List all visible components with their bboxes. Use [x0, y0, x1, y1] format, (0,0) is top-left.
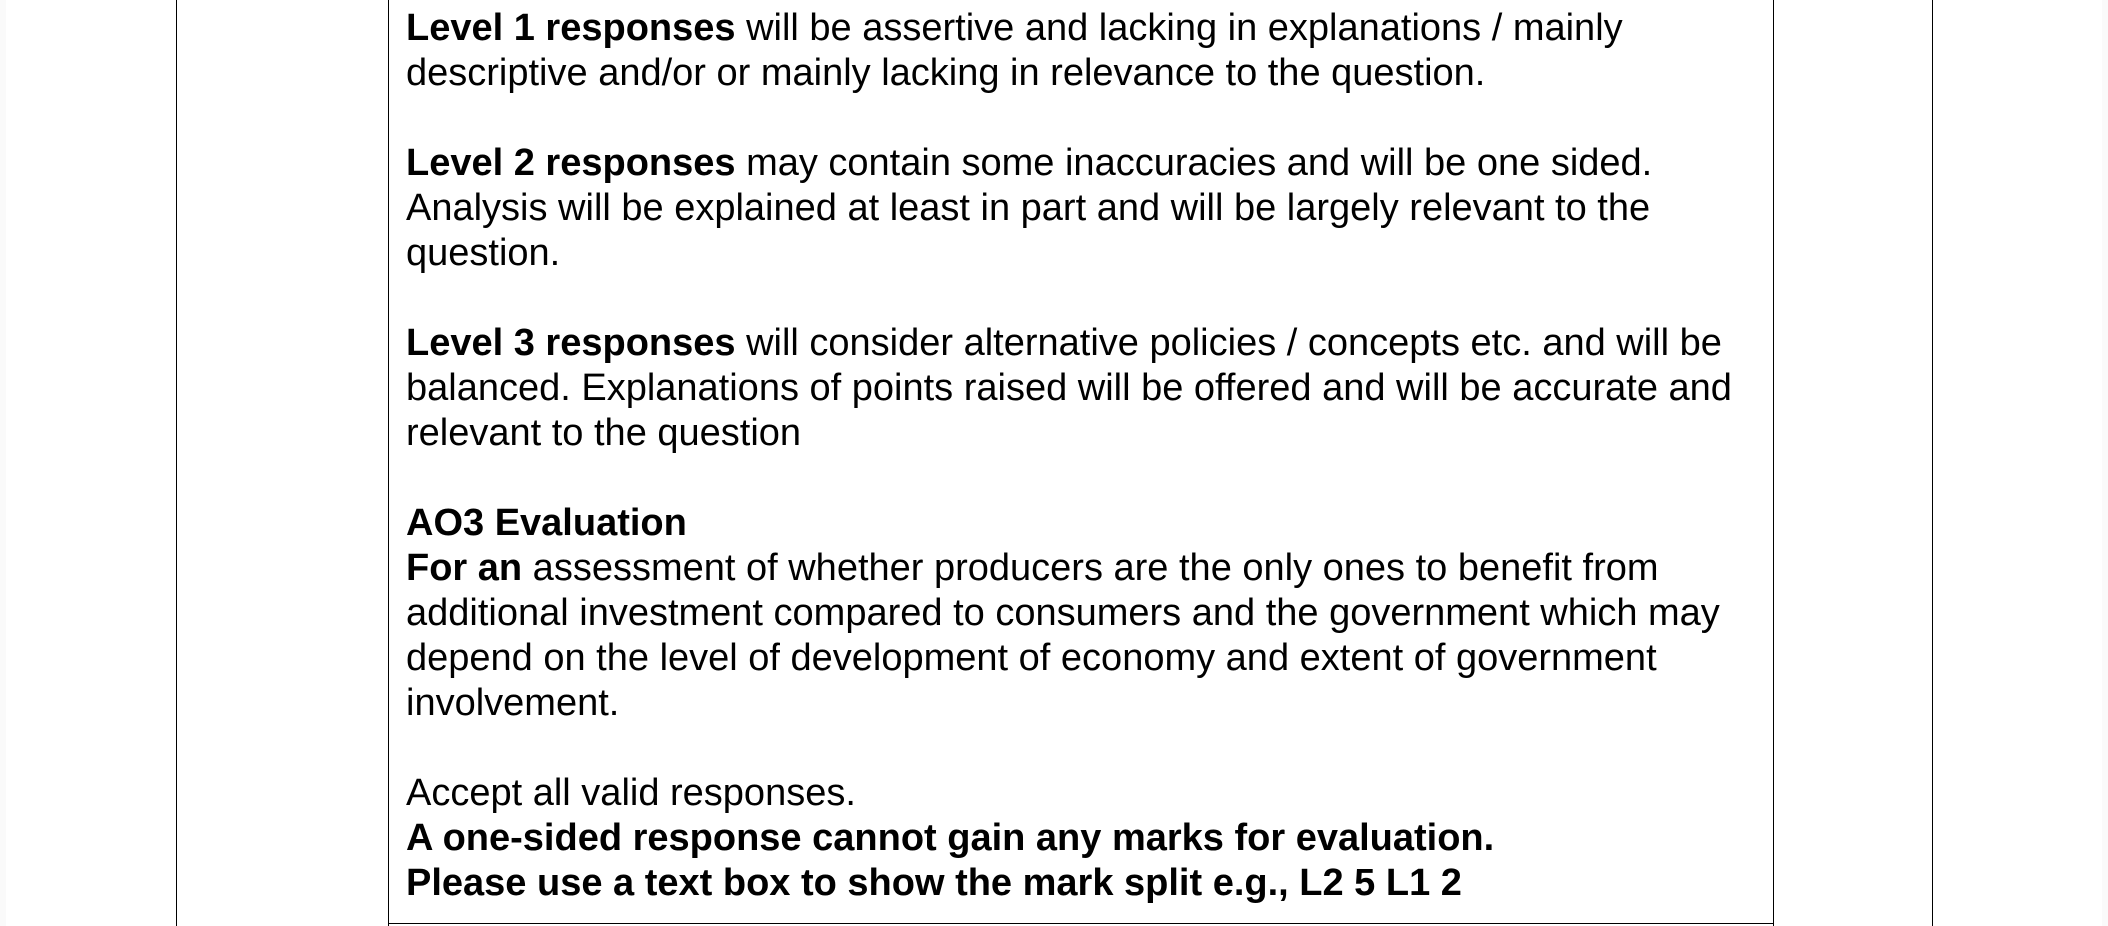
table-border-right — [1932, 0, 1933, 926]
accept-note: Accept all valid responses. — [406, 772, 856, 814]
table-border-left — [176, 0, 177, 926]
ao3-heading: AO3 Evaluation — [406, 502, 687, 544]
level-2-descriptor — [406, 141, 1766, 276]
table-border-column-2 — [1773, 0, 1774, 926]
ao3-lead: For an — [406, 547, 523, 589]
level-1-text: will be assertive and lacking in explanations / mainly descriptive and/or or mainly lacking in relevance to the question. — [406, 7, 1623, 94]
level-2-text: may contain some inaccuracies and will be one sided. Analysis will be explained at least in part and will be largely relevant to the question. — [406, 142, 1653, 274]
one-sided-note: A one-sided response cannot gain any marks for evaluation. — [406, 817, 1495, 859]
level-1-descriptor — [406, 6, 1766, 96]
table-cell-bottom-border — [388, 923, 1773, 924]
level-1-label: Level 1 responses — [406, 7, 736, 49]
level-2-label: Level 2 responses — [406, 142, 736, 184]
table-border-column-1 — [388, 0, 389, 926]
text-box-note: Please use a text box to show the mark split e.g., L2 5 L1 2 — [406, 862, 1462, 904]
level-3-label: Level 3 responses — [406, 322, 736, 364]
mark-scheme-cell — [406, 6, 1766, 906]
ao3-descriptor — [406, 546, 1766, 726]
level-3-text: will consider alternative policies / concepts etc. and will be balanced. Explanations of points raised will be offered and will be accurate and relevant to the question — [406, 322, 1732, 454]
level-3-descriptor — [406, 321, 1766, 456]
ao3-text: assessment of whether producers are the only ones to benefit from additional investment compared to consumers and the government which may depend on the level of development of economy and extent of government involvement. — [406, 547, 1720, 724]
